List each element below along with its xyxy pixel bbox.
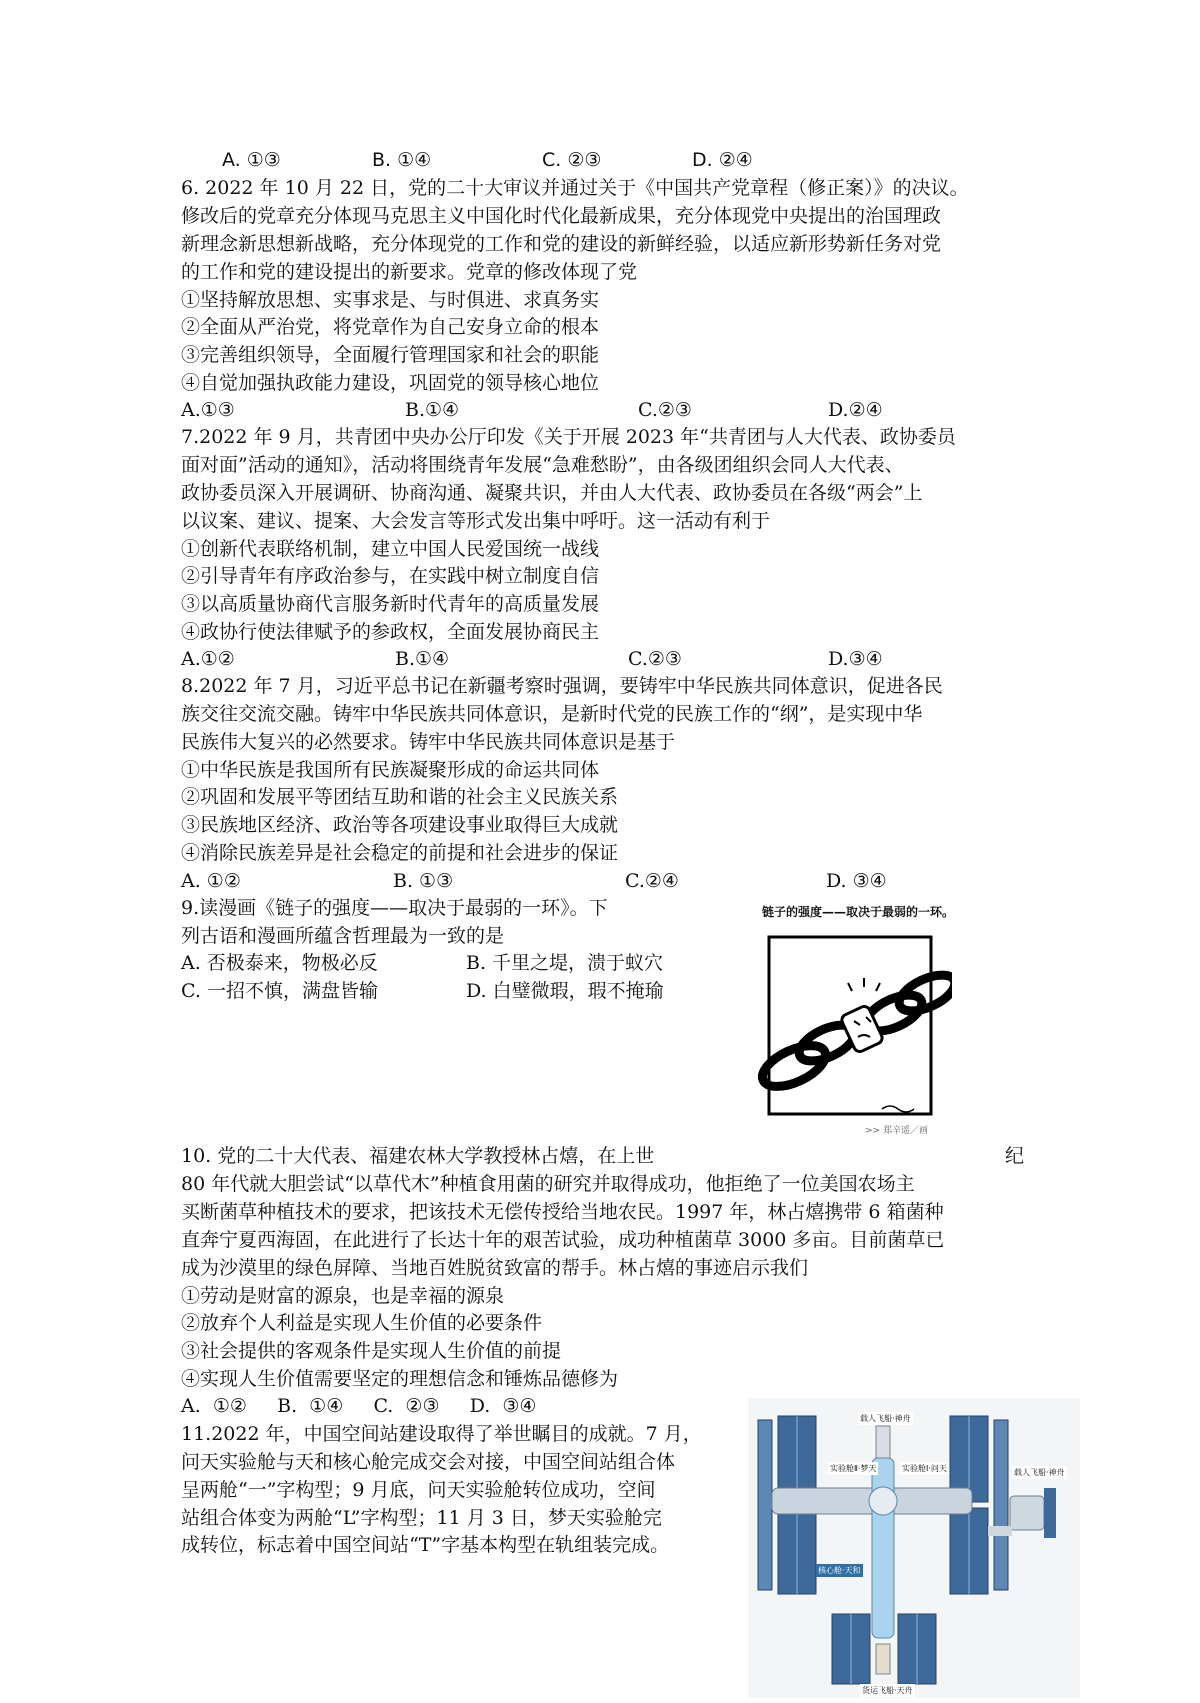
q10-stem-line: 直奔宁夏西海固，在此进行了长达十年的艰苦试验，成功种植菌草 3000 多亩。目前菌草已 <box>181 1229 945 1251</box>
q9-stem-line: 列古语和漫画所蕴含哲理最为一致的是 <box>181 925 505 947</box>
q6-item: ①坚持解放思想、实事求是、与时俱进、求真务实 <box>181 289 600 311</box>
q8-item: ②巩固和发展平等团结互助和谐的社会主义民族关系 <box>181 786 619 808</box>
q6-stem-line: 6. 2022 年 10 月 22 日，党的二十大审议并通过关于《中国共产党章程（修正案）》的决议。 <box>181 177 969 199</box>
label-crew-ship-right: 载人飞船·神舟 <box>1014 1468 1065 1477</box>
q8-item: ④消除民族差异是社会稳定的前提和社会进步的保证 <box>181 842 619 864</box>
space-station-diagram <box>748 1398 1080 1698</box>
cartoon-credit: >> 郑辛遥／画 <box>865 1126 928 1136</box>
label-cargo: 货运飞船·天舟 <box>862 1686 913 1695</box>
q10-stem-line: 买断菌草种植技术的要求，把该技术无偿传授给当地农民。1997 年，林占熺携带 6 箱菌种 <box>181 1201 944 1223</box>
q7-stem-line: 面对面”活动的通知》，活动将围绕青年发展“急难愁盼”，由各级团组织会同人大代表、 <box>181 454 904 476</box>
q10-stem-line: 10. 党的二十大代表、福建农林大学教授林占熺，在上世 <box>181 1145 655 1167</box>
q11-stem-line: 站组合体变为两舱“L”字构型；11 月 3 日，梦天实验舱完 <box>181 1507 662 1529</box>
q10-item: ②放弃个人利益是实现人生价值的必要条件 <box>181 1312 543 1334</box>
q8-stem-line: 族交往交流交融。铸牢中华民族共同体意识，是新时代党的民族工作的“纲”，是实现中华 <box>181 703 923 725</box>
q8-stem-line: 8.2022 年 7 月，习近平总书记在新疆考察时强调，要铸牢中华民族共同体意识，促进各民 <box>181 675 943 697</box>
q9-stem-line: 9.读漫画《链子的强度——取决于最弱的一环》。下 <box>181 897 608 919</box>
q10-item: ④实现人生价值需要坚定的理想信念和锤炼品德修为 <box>181 1368 619 1390</box>
q5-option-b: B. ①④ <box>372 149 432 171</box>
space-station-drawing <box>748 1398 1080 1698</box>
q6-stem-line: 修改后的党章充分体现马克思主义中国化时代化最新成果，充分体现党中央提出的治国理政 <box>181 205 942 227</box>
q6-item: ②全面从严治党，将党章作为自己安身立命的根本 <box>181 316 600 338</box>
q6-stem-line: 的工作和党的建设提出的新要求。党章的修改体现了党 <box>181 261 638 283</box>
label-crew-ship-top: 载人飞船·神舟 <box>860 1414 911 1423</box>
q7-item: ①创新代表联络机制，建立中国人民爱国统一战线 <box>181 538 600 560</box>
q9-option-c: C. 一招不慎，满盘皆输 <box>181 980 378 1002</box>
q8-option-a: A. ①② <box>181 870 241 892</box>
label-core: 核心舱·天和 <box>818 1566 861 1575</box>
q10-options: A. ①② B. ①④ C. ②③ D. ③④ <box>181 1395 537 1417</box>
q9-option-b: B. 千里之堤，溃于蚁穴 <box>466 952 664 974</box>
cartoon-title: 链子的强度——取决于最弱的一环。 <box>762 905 955 919</box>
q6-option-d: D.②④ <box>828 399 883 421</box>
q10-item: ③社会提供的客观条件是实现人生价值的前提 <box>181 1340 562 1362</box>
q7-stem-line: 以议案、建议、提案、大会发言等形式发出集中呼吁。这一活动有利于 <box>181 510 771 532</box>
q5-option-d: D. ②④ <box>692 149 753 171</box>
q8-option-b: B. ①③ <box>393 870 454 892</box>
label-lab1: 实验舱Ⅰ·问天 <box>902 1464 947 1473</box>
q9-option-a: A. 否极泰来，物极必反 <box>181 952 378 974</box>
q8-option-c: C.②④ <box>625 870 679 892</box>
chain-drawing <box>752 921 952 1121</box>
q6-item: ④自觉加强执政能力建设，巩固党的领导核心地位 <box>181 372 600 394</box>
q7-option-b: B.①④ <box>395 648 450 670</box>
q5-option-c: C. ②③ <box>542 149 602 171</box>
q9-option-d: D. 白璧微瑕，瑕不掩瑜 <box>466 980 664 1002</box>
q11-stem-line: 呈两舱“一”字构型；9 月底，问天实验舱转位成功，空间 <box>181 1479 656 1501</box>
q6-option-a: A.①③ <box>181 399 235 421</box>
q6-item: ③完善组织领导，全面履行管理国家和社会的职能 <box>181 344 600 366</box>
q6-stem-line: 新理念新思想新战略，充分体现党的工作和党的建设的新鲜经验，以适应新形势新任务对党 <box>181 233 942 255</box>
q7-option-c: C.②③ <box>628 648 682 670</box>
q10-stem-line-end: 纪 <box>1005 1145 1025 1167</box>
q7-item: ④政协行使法律赋予的参政权，全面发展协商民主 <box>181 621 600 643</box>
q11-stem-line: 问天实验舱与天和核心舱完成交会对接，中国空间站组合体 <box>181 1451 676 1473</box>
q11-stem-line: 11.2022 年，中国空间站建设取得了举世瞩目的成就。7 月， <box>181 1423 702 1445</box>
q8-item: ③民族地区经济、政治等各项建设事业取得巨大成就 <box>181 814 619 836</box>
q6-option-b: B.①④ <box>405 399 460 421</box>
label-lab2: 实验舱Ⅱ·梦天 <box>830 1464 877 1473</box>
chain-cartoon <box>752 903 955 1136</box>
q6-option-c: C.②③ <box>638 399 692 421</box>
q8-option-d: D. ③④ <box>826 870 887 892</box>
q7-stem-line: 政协委员深入开展调研、协商沟通、凝聚共识，并由人大代表、政协委员在各级“两会”上 <box>181 482 923 504</box>
q8-stem-line: 民族伟大复兴的必然要求。铸牢中华民族共同体意识是基于 <box>181 731 676 753</box>
q10-stem-line: 80 年代就大胆尝试“以草代木”种植食用菌的研究并取得成功，他拒绝了一位美国农场主 <box>181 1173 915 1195</box>
q10-stem-line: 成为沙漠里的绿色屏障、当地百姓脱贫致富的帮手。林占熺的事迹启示我们 <box>181 1257 809 1279</box>
q7-item: ②引导青年有序政治参与，在实践中树立制度自信 <box>181 565 600 587</box>
q7-option-a: A.①② <box>181 648 235 670</box>
q7-item: ③以高质量协商代言服务新时代青年的高质量发展 <box>181 593 600 615</box>
q5-option-a: A. ①③ <box>222 149 281 171</box>
q7-option-d: D.③④ <box>828 648 883 670</box>
q8-item: ①中华民族是我国所有民族凝聚形成的命运共同体 <box>181 759 600 781</box>
q7-stem-line: 7.2022 年 9 月，共青团中央办公厅印发《关于开展 2023 年“共青团与人大代表、政协委员 <box>181 426 956 448</box>
q10-item: ①劳动是财富的源泉，也是幸福的源泉 <box>181 1285 505 1307</box>
q11-stem-line: 成转位，标志着中国空间站“T”字基本构型在轨组装完成。 <box>181 1534 670 1556</box>
